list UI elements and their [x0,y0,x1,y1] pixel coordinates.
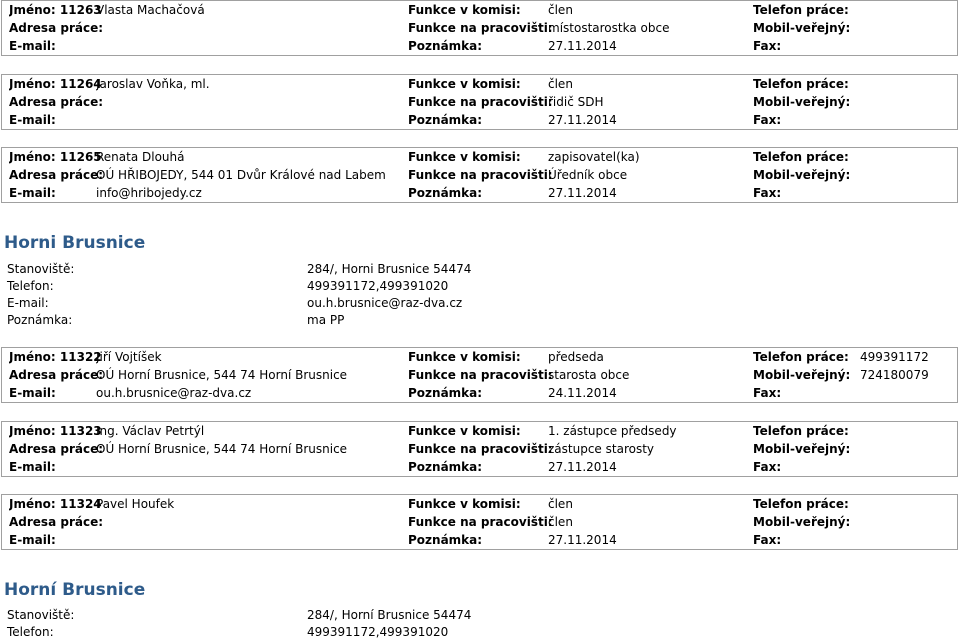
poznamka-label: Poznámka: [408,533,483,547]
person-id: 11322 [59,350,102,364]
funkce-pracoviste-value: Úředník obce [548,168,628,182]
person-id: 11265 [59,150,102,164]
email-label: E-mail: [9,113,56,127]
person-row-3 [2,531,957,549]
person-row-1 [2,348,957,366]
funkce-komise-label: Funkce v komisi: [408,77,521,91]
person-name: Jaroslav Voňka, ml. [96,77,210,91]
email-value[interactable]: info@hribojedy.cz [96,186,202,200]
person-row-3 [2,111,957,129]
adresa-label: Adresa práce: [9,21,104,35]
funkce-komise-value: předseda [548,350,604,364]
fax-label: Fax: [753,460,782,474]
mobil-label: Mobil-veřejný: [753,21,851,35]
poznamka-value: 27.11.2014 [548,533,617,547]
mobil-value: 724180079 [860,368,929,382]
funkce-komise-value: 1. zástupce předsedy [548,424,677,438]
adresa-label: Adresa práce: [9,95,104,109]
person-row-1 [2,148,957,166]
funkce-pracoviste-value: zástupce starosty [548,442,655,456]
jmeno-label: Jméno: 11265 [9,150,102,164]
person-row-2 [2,166,957,184]
poznamka-value: 24.11.2014 [548,386,617,400]
person-row-1 [2,1,957,19]
email-label: E-mail: [9,186,56,200]
funkce-komise-value: člen [548,3,573,17]
person-row-3 [2,458,957,476]
person-name: Jiří Vojtíšek [96,350,162,364]
funkce-komise-label: Funkce v komisi: [408,350,521,364]
person-id: 11323 [59,424,102,438]
fax-label: Fax: [753,533,782,547]
person-card [1,421,958,477]
person-card [1,347,958,403]
person-row-3 [2,384,957,402]
funkce-komise-label: Funkce v komisi: [408,424,521,438]
mobil-label: Mobil-veřejný: [753,368,851,382]
stanoviste-value: 284/, Horní Brusnice 54474 [307,608,472,622]
funkce-pracoviste-value: místostarostka obce [548,21,670,35]
funkce-komise-label: Funkce v komisi: [408,497,521,511]
adresa-label: Adresa práce: [9,515,104,529]
mobil-label: Mobil-veřejný: [753,442,851,456]
poznamka-value: 27.11.2014 [548,39,617,53]
telefon-prace-label: Telefon práce: [753,150,849,164]
email-label: E-mail: [9,39,56,53]
poznamka-label: Poznámka: [408,39,483,53]
poznamka-label: Poznámka: [408,113,483,127]
adresa-label: Adresa práce: [9,168,104,182]
telefon-prace-label: Telefon práce: [753,350,849,364]
telefon-label: Telefon: [7,279,54,293]
fax-label: Fax: [753,39,782,53]
telefon-row [7,277,947,295]
fax-label: Fax: [753,386,782,400]
person-row-3 [2,37,957,55]
telefon-prace-label: Telefon práce: [753,424,849,438]
mobil-label: Mobil-veřejný: [753,168,851,182]
telefon-row [7,623,947,641]
mobil-label: Mobil-veřejný: [753,95,851,109]
poznamka-label: Poznámka: [408,386,483,400]
jmeno-label: Jméno: 11324 [9,497,102,511]
person-card [1,74,958,130]
email-value[interactable]: ou.h.brusnice@raz-dva.cz [307,296,463,310]
telefon-prace-value: 499391172 [860,350,929,364]
person-row-1 [2,75,957,93]
stanoviste-value: 284/, Horni Brusnice 54474 [307,262,472,276]
person-row-1 [2,495,957,513]
person-card [1,0,958,56]
person-card [1,147,958,203]
person-id: 11324 [59,497,102,511]
person-row-2 [2,19,957,37]
person-row-2 [2,440,957,458]
jmeno-label: Jméno: 11322 [9,350,102,364]
funkce-pracoviste-value: řidič SDH [548,95,604,109]
fax-label: Fax: [753,113,782,127]
person-id: 11264 [59,77,102,91]
person-row-1 [2,422,957,440]
poznamka-label: Poznámka: [408,460,483,474]
funkce-pracoviste-label: Funkce na pracovišti: [408,168,553,182]
jmeno-label: Jméno: 11323 [9,424,102,438]
person-row-2 [2,366,957,384]
funkce-pracoviste-value: starosta obce [548,368,630,382]
section-title: Horni Brusnice [4,233,146,253]
poznamka-row [7,311,947,329]
stanoviste-label: Stanoviště: [7,262,75,276]
funkce-komise-label: Funkce v komisi: [408,150,521,164]
person-name: Ing. Václav Petrtýl [96,424,205,438]
email-row [7,294,947,312]
funkce-pracoviste-label: Funkce na pracovišti: [408,21,553,35]
funkce-pracoviste-value: člen [548,515,573,529]
person-card [1,494,958,550]
email-label: E-mail: [9,533,56,547]
jmeno-label: Jméno: 11264 [9,77,102,91]
stanoviste-row [7,606,947,624]
funkce-pracoviste-label: Funkce na pracovišti: [408,95,553,109]
stanoviste-label: Stanoviště: [7,608,75,622]
person-id: 11263 [59,3,102,17]
telefon-prace-label: Telefon práce: [753,497,849,511]
person-name: Renata Dlouhá [96,150,185,164]
email-label: E-mail: [9,386,56,400]
adresa-value: OÚ Horní Brusnice, 544 74 Horní Brusnice [96,368,348,382]
poznamka-label: Poznámka: [7,313,73,327]
poznamka-label: Poznámka: [408,186,483,200]
poznamka-value: ma PP [307,313,345,327]
funkce-komise-value: člen [548,497,573,511]
person-row-2 [2,93,957,111]
poznamka-value: 27.11.2014 [548,186,617,200]
funkce-pracoviste-label: Funkce na pracovišti: [408,515,553,529]
funkce-komise-value: zapisovatel(ka) [548,150,640,164]
adresa-label: Adresa práce: [9,368,104,382]
stanoviste-row [7,260,947,278]
email-label: E-mail: [7,296,49,310]
person-row-3 [2,184,957,202]
person-name: Vlasta Machačová [96,3,205,17]
email-value[interactable]: ou.h.brusnice@raz-dva.cz [96,386,252,400]
funkce-komise-value: člen [548,77,573,91]
person-name: Pavel Houfek [96,497,175,511]
jmeno-label: Jméno: 11263 [9,3,102,17]
telefon-prace-label: Telefon práce: [753,3,849,17]
telefon-prace-label: Telefon práce: [753,77,849,91]
poznamka-value: 27.11.2014 [548,113,617,127]
funkce-pracoviste-label: Funkce na pracovišti: [408,442,553,456]
funkce-pracoviste-label: Funkce na pracovišti: [408,368,553,382]
telefon-value: 499391172,499391020 [307,625,449,639]
adresa-value: OÚ Horní Brusnice, 544 74 Horní Brusnice [96,442,348,456]
mobil-label: Mobil-veřejný: [753,515,851,529]
poznamka-value: 27.11.2014 [548,460,617,474]
adresa-value: OÚ HŘIBOJEDY, 544 01 Dvůr Králové nad Labem [96,168,386,182]
telefon-value: 499391172,499391020 [307,279,449,293]
funkce-komise-label: Funkce v komisi: [408,3,521,17]
adresa-label: Adresa práce: [9,442,104,456]
fax-label: Fax: [753,186,782,200]
section-title: Horní Brusnice [4,580,146,600]
email-label: E-mail: [9,460,56,474]
person-row-2 [2,513,957,531]
telefon-label: Telefon: [7,625,54,639]
